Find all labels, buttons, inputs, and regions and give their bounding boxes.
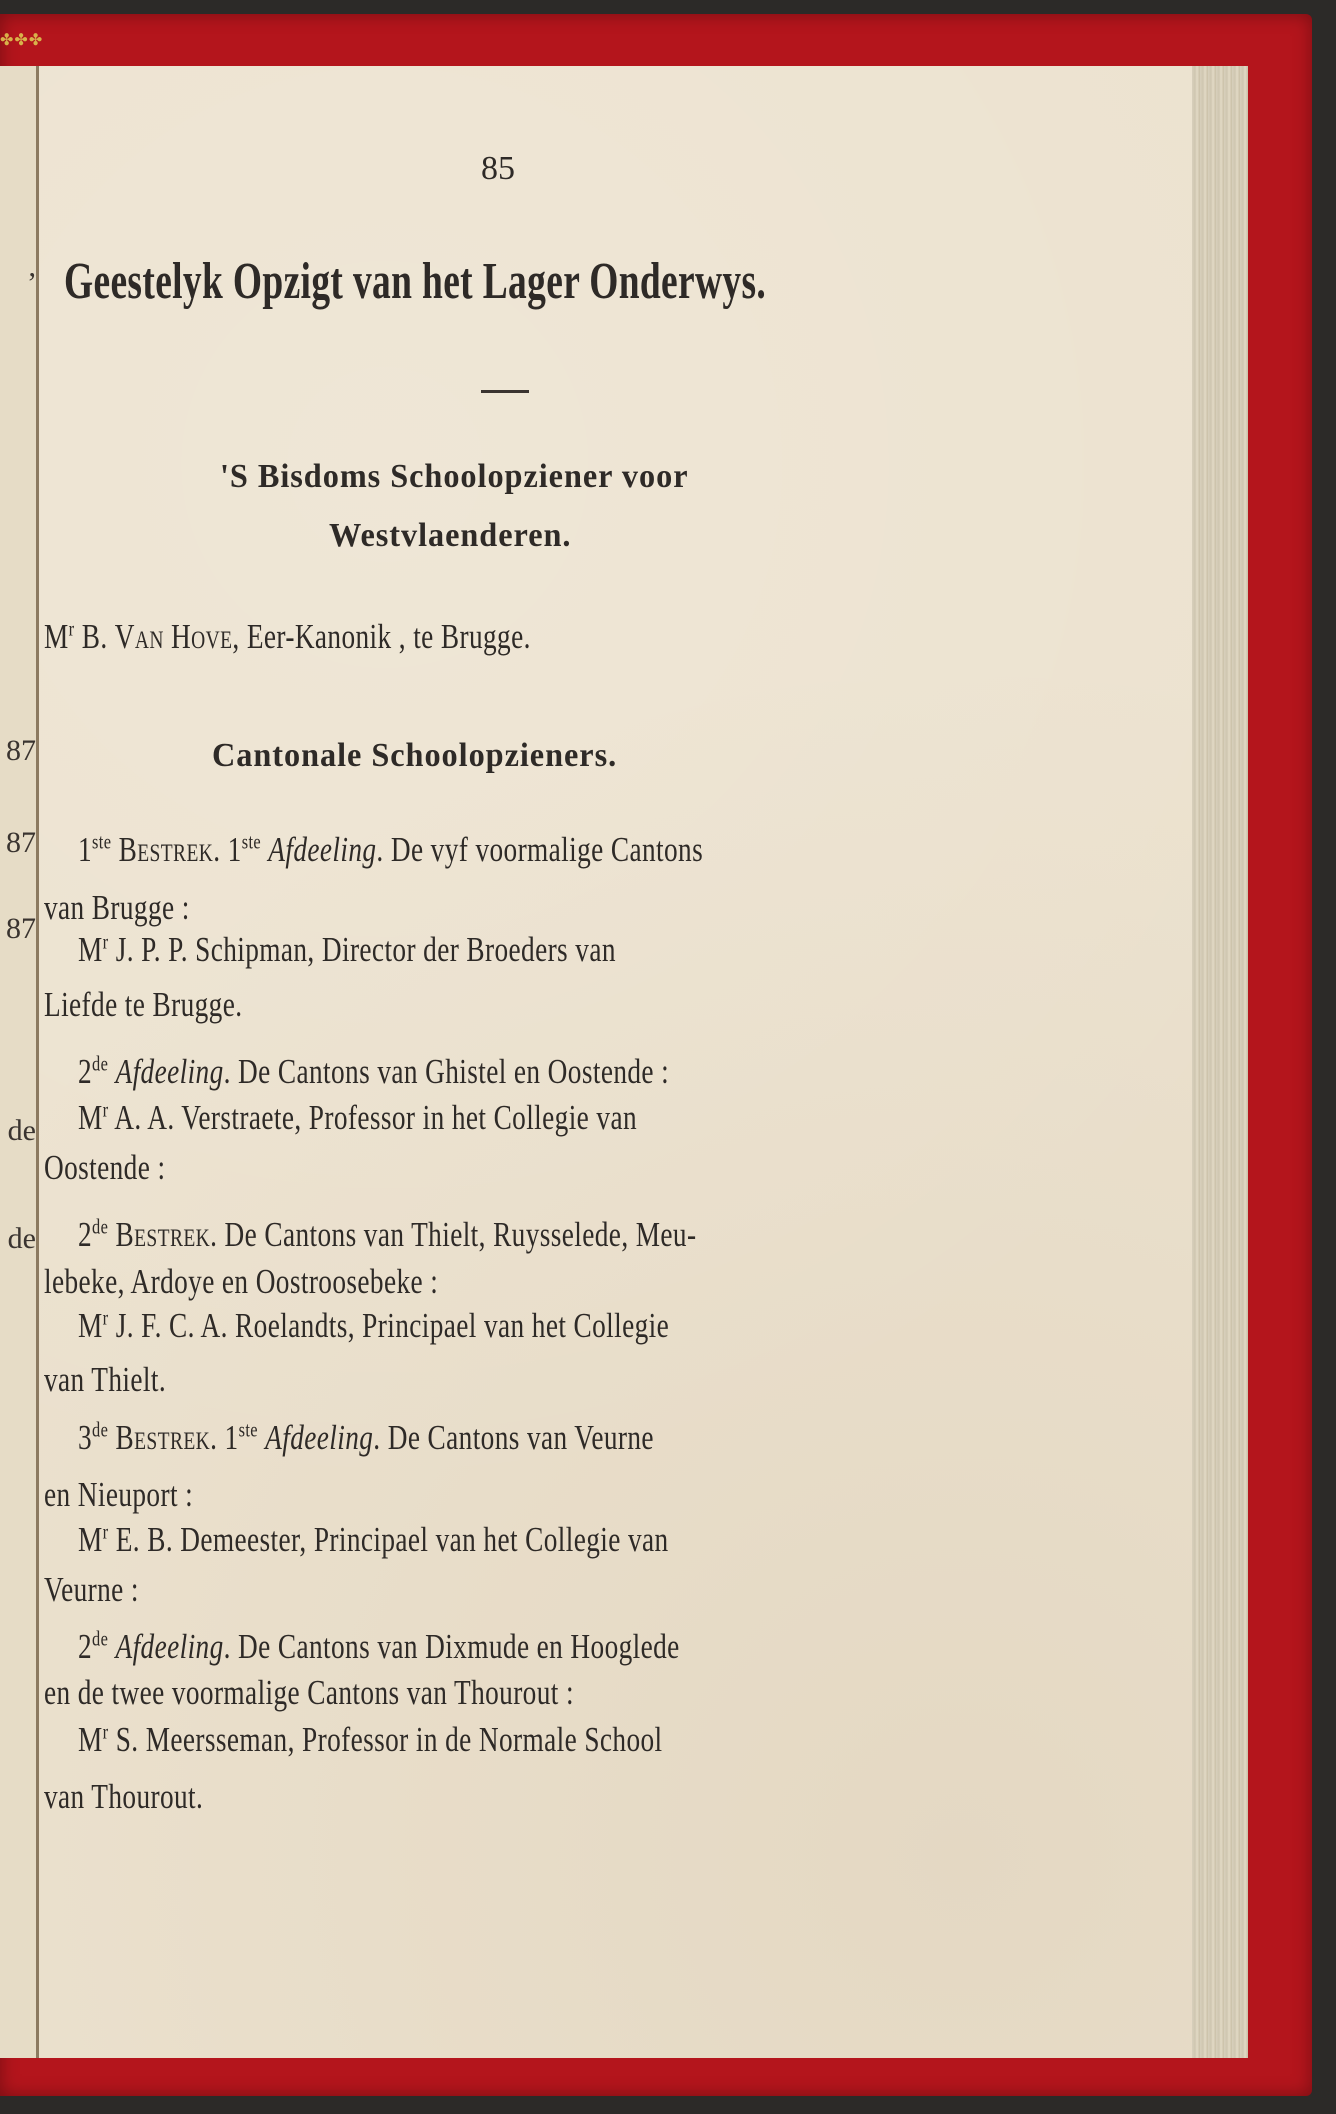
list-line — [78, 1520, 669, 1560]
line-text: J. F. C. A. Roelandts, Principael van het Collegie — [108, 1306, 670, 1345]
list-line — [78, 830, 703, 870]
line-text: van Brugge : — [44, 888, 190, 927]
division-number-sup: ste — [238, 1417, 258, 1442]
entry-title: M — [78, 930, 103, 969]
line-text: van Thourout. — [44, 1777, 204, 1816]
section-heading-bisdom: 'S Bisdoms Schoolopziener voor — [220, 458, 689, 495]
list-line — [44, 1360, 166, 1400]
division-number-sup: de — [92, 1626, 109, 1651]
line-text: . De Cantons van Dixmude en Hooglede — [223, 1627, 680, 1666]
district-label: Bestrek. — [115, 1418, 218, 1457]
list-line — [44, 888, 190, 928]
line-text: Oostende : — [44, 1148, 166, 1187]
entry-initial: B. — [74, 617, 115, 656]
division-number-sup: de — [92, 1051, 109, 1076]
list-line — [44, 985, 242, 1025]
list-line — [78, 1720, 663, 1760]
division-label: Afdeeling — [268, 830, 377, 869]
spine-ornament-icon: ✤✤✤ — [0, 32, 44, 49]
district-label: Bestrek. — [118, 830, 221, 869]
district-number: 3 — [78, 1418, 93, 1457]
line-text: lebeke, Ardoye en Oostroosebeke : — [44, 1262, 439, 1301]
prev-page-fragment: 87 — [6, 734, 36, 767]
entry-rest: , Eer-Kanonik , te Brugge. — [232, 617, 531, 656]
list-line — [78, 1215, 696, 1255]
district-number-sup: de — [92, 1417, 109, 1442]
district-label: Bestrek. — [115, 1215, 218, 1254]
entry-title-sup: r — [102, 1097, 109, 1122]
list-line — [78, 1627, 680, 1667]
entry-title: M — [44, 617, 69, 656]
previous-page-edge — [0, 66, 38, 2058]
division-label: Afdeeling — [115, 1627, 224, 1666]
entry-title: M — [78, 1306, 103, 1345]
division-number: 2 — [78, 1052, 93, 1091]
line-text: van Thielt. — [44, 1360, 167, 1399]
entry-title-sup: r — [102, 1305, 109, 1330]
bisdom-entry — [44, 617, 531, 657]
title-divider — [481, 390, 529, 393]
page-edges — [1192, 66, 1248, 2058]
list-line — [78, 930, 616, 970]
line-text: . De Cantons van Veurne — [373, 1418, 654, 1457]
district-number: 2 — [78, 1215, 93, 1254]
division-label: Afdeeling — [115, 1052, 224, 1091]
section-heading-cantonal: Cantonale Schoolopzieners. — [212, 737, 618, 774]
line-text: Veurne : — [44, 1570, 139, 1609]
division-number: 1 — [224, 1418, 239, 1457]
entry-title-sup: r — [68, 616, 75, 641]
list-line — [44, 1262, 438, 1302]
list-line — [78, 1306, 669, 1346]
prev-page-fragment: 87 — [6, 826, 36, 859]
line-text: S. Meersseman, Professor in de Normale School — [108, 1720, 663, 1759]
list-line — [44, 1777, 203, 1817]
list-line — [44, 1570, 139, 1610]
entry-title: M — [78, 1720, 103, 1759]
division-number: 2 — [78, 1627, 93, 1666]
line-text: Liefde te Brugge. — [44, 985, 243, 1024]
district-number-sup: de — [92, 1214, 109, 1239]
page-title: Geestelyk Opzigt van het Lager Onderwys. — [64, 253, 767, 310]
line-text: . De Cantons van Ghistel en Oostende : — [223, 1052, 670, 1091]
list-line — [44, 1475, 193, 1515]
line-text: en de twee voormalige Cantons van Thourout : — [44, 1673, 574, 1712]
entry-title-sup: r — [102, 1719, 109, 1744]
line-text: . De vyf voormalige Cantons — [376, 830, 704, 869]
line-text: De Cantons van Thielt, Ruysselede, Meu- — [224, 1215, 697, 1254]
list-line — [44, 1673, 574, 1713]
division-label: Afdeeling — [265, 1418, 374, 1457]
prev-page-fragment: , — [28, 250, 36, 283]
list-line — [78, 1098, 637, 1138]
district-number: 1 — [78, 830, 93, 869]
entry-title-sup: r — [102, 929, 109, 954]
district-number-sup: ste — [92, 829, 112, 854]
line-text: A. A. Verstraete, Professor in het Collegie van — [108, 1098, 638, 1137]
prev-page-fragment: 87 — [6, 912, 36, 945]
line-text: en Nieuport : — [44, 1475, 194, 1514]
line-text: J. P. P. Schipman, Director der Broeders van — [108, 930, 616, 969]
prev-page-fragment: de — [7, 1114, 36, 1147]
entry-surname: Van Hove — [114, 617, 233, 656]
division-number-sup: ste — [241, 829, 262, 854]
list-line — [78, 1052, 669, 1092]
entry-title: M — [78, 1520, 103, 1559]
list-line — [44, 1148, 165, 1188]
entry-title: M — [78, 1098, 103, 1137]
line-text: E. B. Demeester, Principael van het Collegie van — [108, 1520, 669, 1559]
section-heading-bisdom-line2: Westvlaenderen. — [329, 517, 572, 554]
entry-title-sup: r — [102, 1519, 109, 1544]
list-line — [78, 1418, 654, 1458]
page-number: 85 — [481, 150, 515, 187]
division-number: 1 — [227, 830, 242, 869]
prev-page-fragment: de — [7, 1222, 36, 1255]
